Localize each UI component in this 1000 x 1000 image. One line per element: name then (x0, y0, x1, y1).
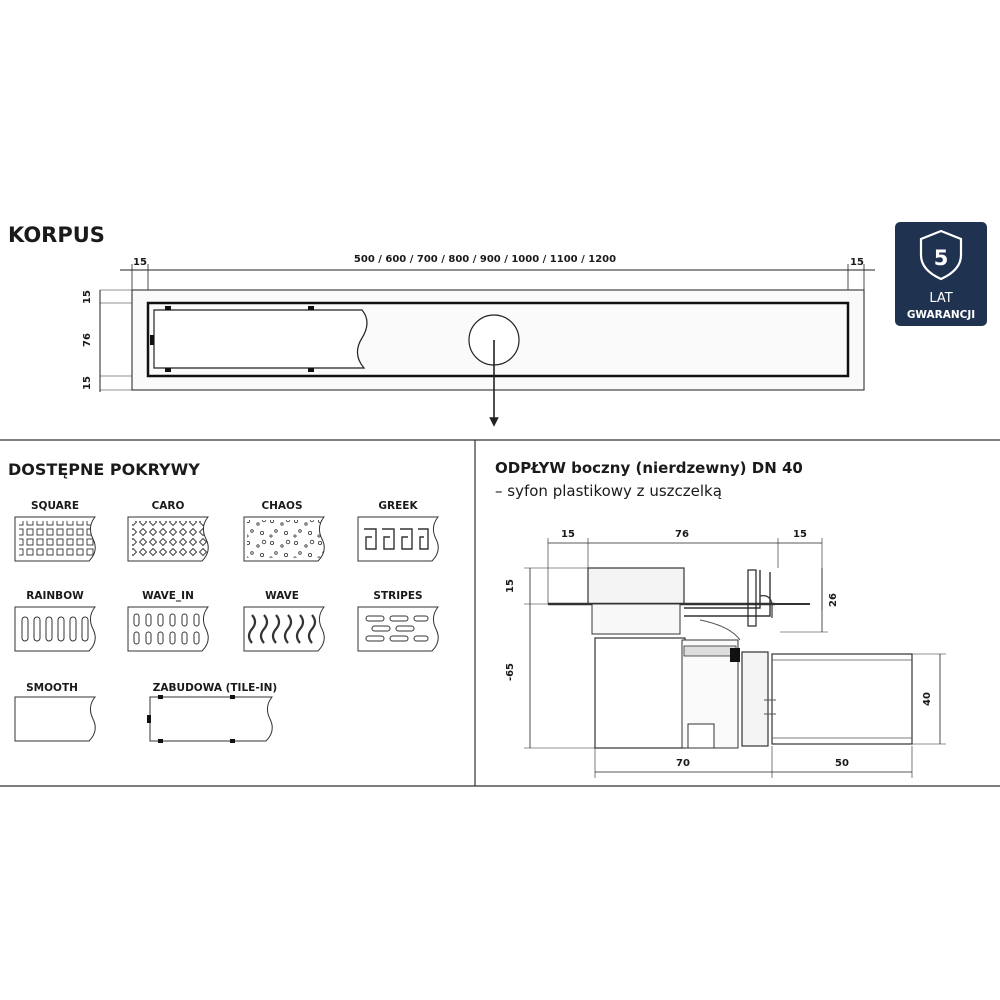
cover-label-smooth: SMOOTH (26, 682, 78, 694)
cover-square (15, 517, 95, 561)
cover-smooth (15, 697, 95, 741)
outlet-dim-top-mid: 76 (675, 529, 689, 540)
dim-right: 15 (850, 257, 864, 268)
dim-left: 15 (133, 257, 147, 268)
outlet-subtitle: – syfon plastikowy z uszczelką (495, 482, 722, 500)
cover-label-caro: CARO (151, 500, 185, 512)
cover-label-tile-in: ZABUDOWA (TILE-IN) (152, 682, 278, 694)
outlet-dim-left-lower: -65 (505, 662, 516, 682)
outlet-top-cap (588, 568, 684, 604)
cover-chaos (244, 517, 325, 561)
cover-wave-in (128, 607, 208, 651)
siphon-body (595, 638, 685, 748)
cover-label-greek: GREEK (378, 500, 418, 512)
outlet-pipe (772, 654, 912, 744)
cover-label-chaos: CHAOS (261, 500, 303, 512)
cover-label-square: SQUARE (30, 500, 80, 512)
outlet-title: ODPŁYW boczny (nierdzewny) DN 40 (495, 459, 803, 477)
cover-tile-in (147, 695, 272, 743)
warranty-badge (895, 222, 987, 326)
outlet-dim-right-lower: 40 (922, 692, 933, 706)
outlet-dim-top-right: 15 (793, 529, 807, 540)
cover-label-rainbow: RAINBOW (26, 590, 84, 602)
korpus-title: KORPUS (8, 223, 105, 247)
cover-greek (358, 517, 438, 561)
outlet-dim-left-upper: 15 (505, 579, 516, 593)
outlet-dim-top-left: 15 (561, 529, 575, 540)
outlet-dim-right-upper: 26 (828, 593, 839, 607)
warranty-line1: LAT (929, 291, 953, 306)
covers-title: DOSTĘPNE POKRYWY (8, 460, 200, 479)
korpus-section (8, 223, 875, 422)
cover-label-stripes: STRIPES (373, 590, 423, 602)
dim-v1: 15 (82, 290, 93, 304)
cover-label-wave: WAVE (265, 590, 299, 602)
outlet-dim-bottom-right: 50 (835, 758, 849, 769)
cover-cutaway (154, 310, 367, 368)
cover-wave (244, 607, 324, 651)
covers-section (8, 460, 438, 743)
outlet-dim-bottom-left: 70 (676, 758, 690, 769)
warranty-line2: GWARANCJI (906, 309, 976, 321)
svg-text:ODPŁYW boczny (nierdzewny) DN (495, 459, 803, 477)
cover-caro (128, 517, 208, 561)
cover-label-wave-in: WAVE_IN (142, 590, 194, 602)
dim-lengths: 500 / 600 / 700 / 800 / 900 / 1000 / 1100 / 1200 (353, 254, 617, 265)
warranty-number: 5 (933, 246, 949, 270)
dim-v3: 15 (82, 376, 93, 390)
cover-rainbow (15, 607, 95, 651)
outlet-section (495, 459, 946, 778)
dim-v2: 76 (82, 333, 93, 347)
cover-stripes (358, 607, 438, 651)
